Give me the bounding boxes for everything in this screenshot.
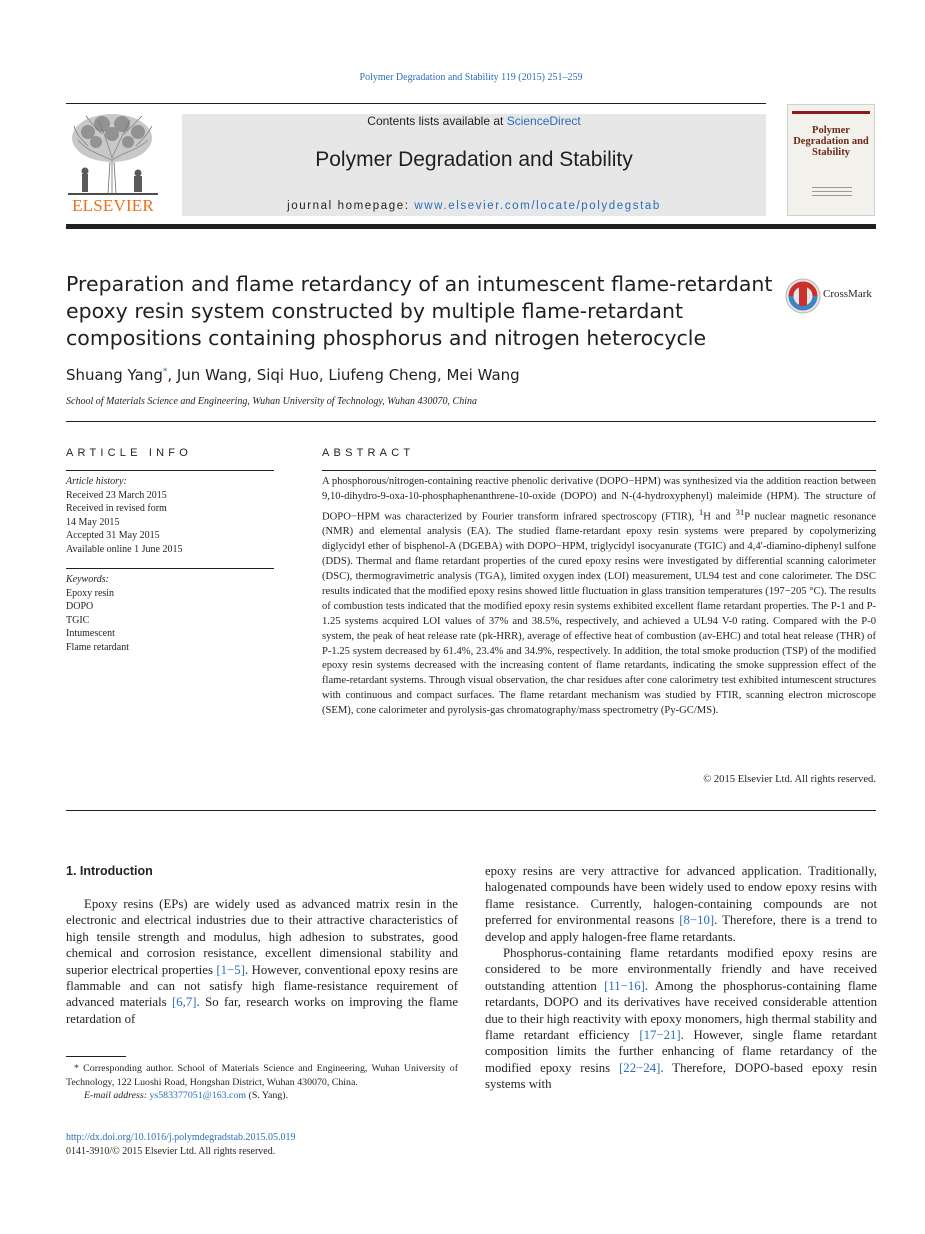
email-suffix: (S. Yang). bbox=[246, 1090, 289, 1102]
text-run: . Among the phosphorus-containing flame retardants, DOPO and its derivatives have received considerable attention due to their high reactivity with epoxy monomers, high thermal stability and flame retardant efficiency bbox=[485, 978, 877, 1043]
elsevier-logo bbox=[66, 110, 160, 216]
page-footer bbox=[66, 1131, 296, 1159]
article-info-heading: ARTICLE INFO bbox=[66, 447, 192, 459]
cover-top-bar bbox=[792, 111, 870, 114]
journal-banner bbox=[182, 114, 766, 216]
cover-text-lines bbox=[812, 187, 852, 199]
keyword: Epoxy resin bbox=[66, 587, 115, 599]
article-history bbox=[66, 475, 274, 556]
history-label: Article history: bbox=[66, 476, 127, 487]
corresponding-note: * Corresponding author. School of Materials Science and Engineering, Wuhan University of Technology, 122 Luoshi Road, Hongshan District, Wuhan 430070, China. bbox=[66, 1063, 458, 1088]
abstract-part: P nuclear magnetic resonance (NMR) and elemental analysis (EA). The studied flame-retardant epoxy resin systems were prepared by copolymerizing diglycidyl ether of bisphenol-A (DGEBA) with DOPO−HPM, triglycidyl isocyanurate (TGIC) and 4,4′-diamino-diphenyl sulfone (DDS). Thermal and flame retardant properties of the cured epoxy resins were investigated by differential scanning calorimeter (DSC), thermogravimetric analysis (TGA), limited oxygen index (LOI) measurement, UL94 test and cone calorimeter. The DSC results indicated that the modified epoxy resins showed little fluctuation in glass transition temperatures (197−205 °C). The results of combustion tests indicated that the modified epoxy resin systems exhibited excellent flame retardant properties. The P-1 and P-1.25 systems acquired LOI values of 37% and 38.5%, respectively, and achieved a UL94 V-0 rating. Compared with the P-0 system, the peak of heat release rate (pk-HRR), average of effective heat of combustion (av-EHC) and total heat release (THR) of P-1.25 system decreased by 61.4%, 23.4% and 34.9%, respectively. In addition, the total smoke production (TSP) of the modified epoxy resin systems decreased with the increasing content of flame retardants, indicating the smoke suppression effect of the flame-retardant systems. Through visual observation, the char residues after cone calorimetry test exhibited intumescent structures with continuous and compact surfaces. The flame retardant mechanism was studied by FTIR, scanning electron microscope (SEM), cone calorimeter and pyrolysis-gas chromatography/mass spectrometry (Py-GC/MS). bbox=[322, 511, 876, 717]
section-heading: 1. Introduction bbox=[66, 864, 153, 878]
keyword: TGIC bbox=[66, 614, 90, 626]
abstract-text bbox=[322, 475, 876, 719]
corresponding-author-mark[interactable]: * bbox=[162, 367, 168, 377]
abstract-part: A phosphorous/nitrogen-containing reactive phenolic derivative (DOPO−HPM) was synthesized via the addition reaction between 9,10-dihydro-9-oxa-10-phosphaphenanthrene-10-oxide (DOPO) and N-(4-hydroxyphenyl) maleimide (HPM). The structure of DOPO−HPM was characterized by Fourier transform infrared spectroscopy (FTIR), bbox=[322, 476, 876, 523]
abstract-copyright: © 2015 Elsevier Ltd. All rights reserved. bbox=[703, 774, 876, 785]
abstract-rule bbox=[322, 470, 876, 471]
sciencedirect-link[interactable]: ScienceDirect bbox=[506, 114, 581, 128]
keywords bbox=[66, 573, 274, 654]
contents-line bbox=[182, 114, 766, 128]
email-line bbox=[66, 1089, 458, 1103]
text-run: . However, conventional epoxy resins are flammable and can not satisfy high flame-resistance requirement of advanced materials bbox=[66, 962, 458, 1010]
keyword: Intumescent bbox=[66, 628, 115, 639]
other-authors: , Jun Wang, Siqi Huo, Liufeng Cheng, Mei Wang bbox=[167, 366, 520, 384]
intro-paragraph bbox=[485, 863, 877, 945]
intro-paragraph bbox=[485, 945, 877, 1093]
keyword: DOPO bbox=[66, 601, 94, 612]
journal-cover-thumbnail[interactable] bbox=[787, 104, 875, 216]
crossmark-icon bbox=[785, 278, 821, 314]
reference-link[interactable]: [1−5] bbox=[216, 962, 245, 977]
issn-line: 0141-3910/© 2015 Elsevier Ltd. All rights reserved. bbox=[66, 1146, 276, 1157]
history-item: Accepted 31 May 2015 bbox=[66, 530, 160, 541]
journal-citation[interactable]: Polymer Degradation and Stability 119 (2015) 251–259 bbox=[359, 72, 583, 83]
corresponding-footnote bbox=[66, 1062, 458, 1103]
history-item: 14 May 2015 bbox=[66, 516, 120, 528]
abstract-bottom-rule bbox=[66, 810, 876, 811]
text-run: Epoxy resins (EPs) are widely used as advanced matrix resin in the electronic and electrical industries due to their attractive characteristics of high tensile strength and modulus, high adhesion to substrates, good chemical and corrosion resistance, excellent dimensional stability and superior electrical properties bbox=[66, 897, 458, 977]
homepage-link[interactable]: www.elsevier.com/locate/polydegstab bbox=[414, 200, 661, 212]
journal-title: Polymer Degradation and Stability bbox=[315, 148, 633, 171]
text-run: Phosphorus-containing flame retardants modified epoxy resins are considered to be more environmentally friendly and have received outstanding attention bbox=[485, 946, 877, 993]
email-label: E-mail address: bbox=[84, 1090, 150, 1102]
keyword: Flame retardant bbox=[66, 641, 130, 653]
reference-link[interactable]: [6,7] bbox=[172, 995, 197, 1010]
abstract-sup: 1 bbox=[698, 506, 704, 517]
text-run: epoxy resins are very attractive for advanced application. Traditionally, halogenated compounds have been widely used to endow epoxy resins with flame resistance. Currently, halogen-containing compounds are not preferred for environmental reasons bbox=[485, 864, 877, 928]
text-run: . Therefore, DOPO-based epoxy resin systems with bbox=[485, 1060, 877, 1092]
affiliation-rule bbox=[66, 421, 876, 422]
crossmark-label: CrossMark bbox=[823, 288, 872, 300]
keywords-rule bbox=[66, 568, 274, 569]
publisher-wordmark: ELSEVIER bbox=[72, 196, 154, 215]
abstract-sup: 31 bbox=[735, 506, 745, 517]
text-run: . However, single flame retardant composition limits the further enhancing of flame retardancy of the modified epoxy resins bbox=[485, 1028, 877, 1075]
body-right-column bbox=[485, 863, 877, 1093]
history-item: Received 23 March 2015 bbox=[66, 489, 167, 501]
homepage-prefix: journal homepage: bbox=[287, 200, 415, 212]
text-run: . Therefore, there is a trend to develop and apply halogen-free flame retardants. bbox=[485, 913, 877, 944]
author-list bbox=[66, 366, 520, 384]
header-top-rule bbox=[66, 103, 766, 104]
elsevier-tree-icon bbox=[68, 110, 158, 196]
text-run: . So far, research works on improving the flame retardation of bbox=[66, 995, 458, 1026]
article-title: Preparation and flame retardancy of an intumescent flame-retardant epoxy resin system constructed by multiple flame-retardant compositions containing phosphorus and nitrogen heterocycle bbox=[66, 272, 773, 350]
footnote-rule bbox=[66, 1056, 126, 1057]
email-link[interactable]: ys583377051@163.com bbox=[149, 1090, 247, 1102]
reference-link[interactable]: [11−16] bbox=[604, 978, 645, 993]
contents-prefix: Contents lists available at bbox=[367, 114, 507, 128]
intro-paragraph bbox=[66, 896, 458, 1027]
cover-title: Polymer Degradation and Stability bbox=[793, 125, 869, 158]
crossmark-badge[interactable] bbox=[785, 278, 877, 314]
reference-link[interactable]: [8−10] bbox=[679, 913, 715, 928]
affiliation: School of Materials Science and Engineering, Wuhan University of Technology, Wuhan 430070, China bbox=[66, 396, 477, 407]
journal-homepage bbox=[182, 200, 766, 212]
keywords-label: Keywords: bbox=[66, 574, 109, 585]
header-bottom-rule bbox=[66, 224, 876, 229]
reference-link[interactable]: [17−21] bbox=[639, 1028, 681, 1043]
abstract-part: H and bbox=[703, 511, 736, 523]
article-info-rule bbox=[66, 470, 274, 471]
doi-link[interactable]: http://dx.doi.org/10.1016/j.polymdegradstab.2015.05.019 bbox=[66, 1132, 296, 1143]
history-item: Available online 1 June 2015 bbox=[66, 543, 183, 555]
reference-link[interactable]: [22−24] bbox=[619, 1060, 661, 1075]
first-author[interactable]: Shuang Yang bbox=[66, 366, 163, 384]
history-item: Received in revised form bbox=[66, 503, 167, 514]
body-left-column bbox=[66, 896, 458, 1027]
abstract-heading: ABSTRACT bbox=[322, 447, 415, 459]
